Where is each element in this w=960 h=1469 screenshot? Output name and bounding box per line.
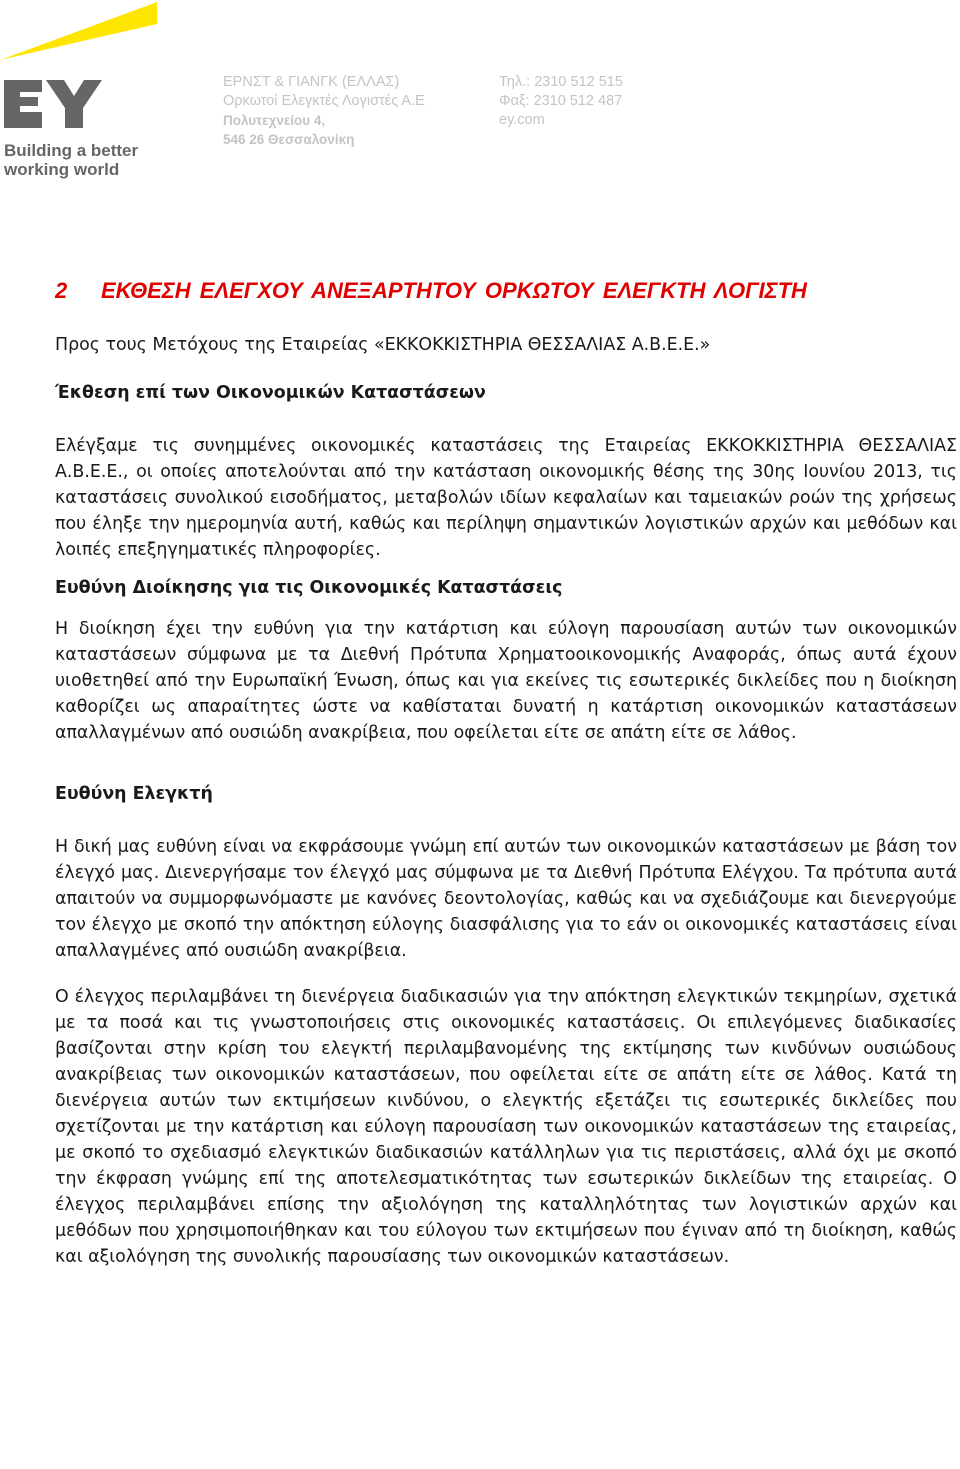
section-title: ΕΚΘΕΣΗ ΕΛΕΓΧΟΥ ΑΝΕΞΑΡΤΗΤΟΥ ΟΡΚΩΤΟΥ ΕΛΕΓΚΤΗ ΛΟΓΙΣΤΗ <box>101 278 807 303</box>
company-contact-block <box>499 73 623 130</box>
company-phone: Τηλ.: 2310 512 515 <box>499 74 623 90</box>
management-responsibility-heading: Ευθύνη Διοίκησης για τις Οικονομικές Καταστάσεις <box>55 578 563 598</box>
auditor-responsibility-paragraph-1: Η δική μας ευθύνη είναι να εκφράσουμε γνώμη επί αυτών των οικονομικών καταστάσεων με βάση τον έλεγχό μας. Διενεργήσαμε τον έλεγχό μας σύμφωνα με τα Διεθνή Πρότυπα Ελέγχου. Τα πρότυπα αυτά απαιτούν να συμμορφωνόμαστε με κανόνες δεοντολογίας, καθώς και να σχεδιάζουμε και διενεργούμε τον έλεγχο με σκοπό την απόκτηση εύλογης διασφάλισης για το εάν οι οικονομικές καταστάσεις είναι απαλλαγμένες από ουσιώδη ανακρίβεια. <box>55 837 957 961</box>
management-responsibility-paragraph: Η διοίκηση έχει την ευθύνη για την κατάρτιση και εύλογη παρουσίαση αυτών των οικονομικών καταστάσεων σύμφωνα με τα Διεθνή Πρότυπα Χρηματοοικονομικής Αναφοράς, όπως αυτά έχουν υιοθετηθεί από την Ευρωπαϊκή Ένωση, όπως και για εκείνες τις εσωτερικές δικλείδες που η διοίκηση καθορίζει ως απαραίτητες ώστε να καθίσταται δυνατή η κατάρτιση οικονομικών καταστάσεων απαλλαγμένων από ουσιώδη ανακρίβεια, που οφείλεται είτε σε απάτη είτε σε λάθος. <box>55 619 957 743</box>
company-description: Ορκωτοί Ελεγκτές Λογιστές Α.Ε <box>223 93 425 109</box>
company-address-block <box>223 73 425 149</box>
logo-accent-beam <box>0 2 157 60</box>
report-body <box>55 276 957 1270</box>
company-website: ey.com <box>499 112 545 128</box>
company-fax: Φαξ: 2310 512 487 <box>499 93 623 109</box>
ey-tagline <box>4 141 138 179</box>
company-name: ΕΡΝΣΤ & ΓΙΑΝΓΚ (ΕΛΛΑΣ) <box>223 74 400 90</box>
auditor-responsibility-paragraph-2: Ο έλεγχος περιλαμβάνει τη διενέργεια διαδικασιών για την απόκτηση ελεγκτικών τεκμηρίων, σχετικά με τα ποσά και τις γνωστοποιήσεις στις οικονομικές καταστάσεις. Οι επιλεγόμενες διαδικασίες βασίζονται στην κρίση του ελεγκτή περιλαμβανομένης της εκτίμησης των κινδύνων ουσιώδους ανακρίβειας των οικονομικών καταστάσεων, που οφείλεται είτε σε απάτη είτε σε λάθος. Κατά τη διενέργεια αυτών των εκτιμήσεων κινδύνου, ο ελεγκτής εξετάζει τις εσωτερικές δικλείδες που σχετίζονται με την κατάρτιση και εύλογη παρουσίαση των οικονομικών καταστάσεων της εταιρείας, με σκοπό το σχεδιασμό ελεγκτικών διαδικασιών κατάλληλων για τις περιστάσεις, αλλά όχι με σκοπό την έκφραση γνώμης επί της αποτελεσματικότητας των εσωτερικών δικλείδων της εταιρείας. Ο έλεγχος περιλαμβάνει επίσης την αξιολόγηση της καταλληλότητας των λογιστικών αρχών και μεθόδων που χρησιμοποιήθηκαν και του εύλογου των εκτιμήσεων που έγιναν από τη διοίκηση, καθώς και αξιολόγηση της συνολικής παρουσίασης των οικονομικών καταστάσεων. <box>55 987 957 1267</box>
intro-paragraph: Ελέγξαμε τις συνημμένες οικονομικές καταστάσεις της Εταιρείας ΕΚΚΟΚΚΙΣΤΗΡΙΑ ΘΕΣΣΑΛΙΑΣ Α.Β.Ε.Ε., οι οποίες αποτελούνται από την κατάσταση οικονομικής θέσης της 30ης Ιουνίου 2013, τις καταστάσεις συνολικού εισοδήματος, μεταβολών ιδίων κεφαλαίων και ταμειακών ροών της χρήσεως που έληξε την ημερομηνία αυτή, καθώς και περίληψη σημαντικών λογιστικών αρχών και μεθόδων και λοιπές επεξηγηματικές πληροφορίες. <box>55 436 957 560</box>
company-city: 546 26 Θεσσαλονίκη <box>223 132 355 147</box>
tagline-line-1: Building a better <box>4 141 139 160</box>
auditor-responsibility-heading: Ευθύνη Ελεγκτή <box>55 784 213 804</box>
tagline-line-2: working world <box>4 160 120 179</box>
section-number: 2 <box>55 278 68 303</box>
section-heading <box>55 276 957 306</box>
logo-letter-e <box>4 80 42 128</box>
addressee-line: Προς τους Μετόχους της Εταιρείας «ΕΚΚΟΚΚΙΣΤΗΡΙΑ ΘΕΣΣΑΛΙΑΣ Α.Β.Ε.Ε.» <box>55 335 711 355</box>
report-heading: Έκθεση επί των Οικονομικών Καταστάσεων <box>55 383 486 403</box>
company-street: Πολυτεχνείου 4, <box>223 113 326 128</box>
logo-letter-y <box>46 80 102 128</box>
ey-logo-mark <box>0 0 160 140</box>
